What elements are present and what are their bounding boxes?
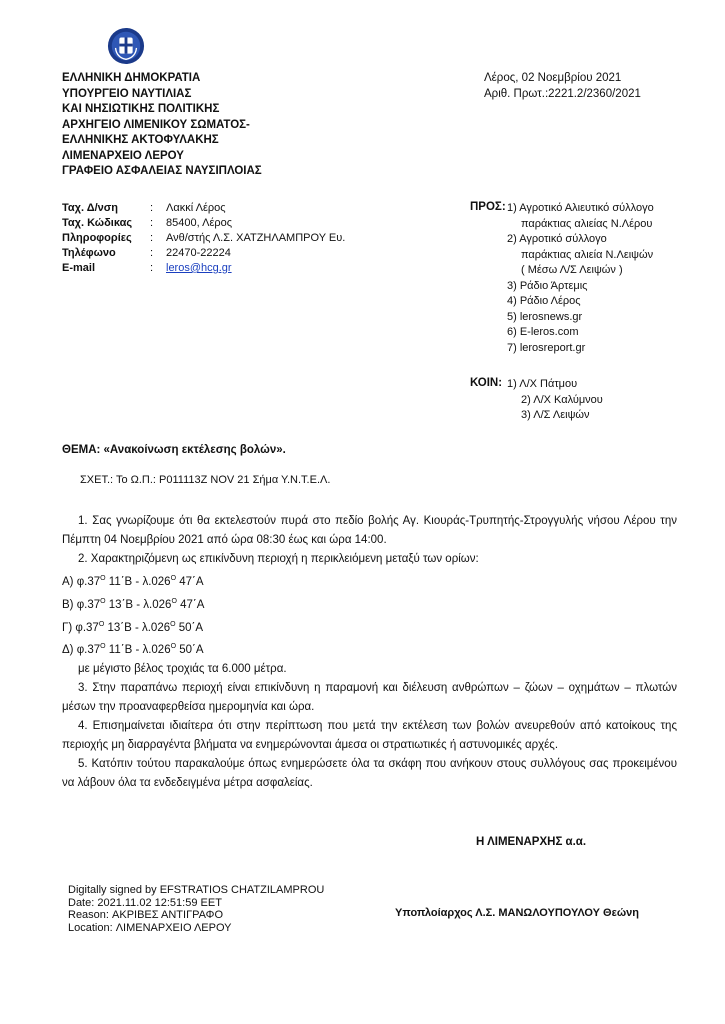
recipient-line: 3) Ράδιο Άρτεμις — [507, 279, 588, 292]
recipient-line: παράκτιας αλιεία Ν.Λειψών — [521, 248, 654, 261]
contact-row: Πληροφορίες : Ανθ/στής Λ.Σ. ΧΑΤΖΗΛΑΜΠΡΟΥ Ευ. — [62, 232, 346, 244]
digital-signature-line: Date: 2021.11.02 12:51:59 EET — [68, 896, 222, 909]
contact-row: E-mail : leros@hcg.gr — [62, 262, 232, 274]
contact-row: Ταχ. Δ/νση : Λακκί Λέρος — [62, 202, 226, 214]
header-line: ΓΡΑΦΕΙΟ ΑΣΦΑΛΕΙΑΣ ΝΑΥΣΙΠΛΟΙΑΣ — [62, 165, 262, 177]
recipients-cc-label: ΚΟΙΝ: — [470, 377, 503, 389]
recipients-to-label: ΠΡΟΣ: — [470, 201, 506, 213]
coat-of-arms-emblem — [107, 27, 145, 65]
contact-label: Ταχ. Κώδικας — [62, 217, 133, 229]
recipient-line: παράκτιας αλιείας Ν.Λέρου — [521, 217, 653, 230]
header-line: ΚΑΙ ΝΗΣΙΩΤΙΚΗΣ ΠΟΛΙΤΙΚΗΣ — [62, 103, 220, 115]
digital-signature-block — [68, 884, 324, 934]
contact-value: 22470-22224 — [166, 247, 231, 259]
recipient-line: 4) Ράδιο Λέρος — [507, 295, 581, 307]
document-body — [62, 512, 677, 793]
coordinate-line: Γ) $\varphi.37^O$ $13΄B - \lambda.026^O$ 50΄Α — [62, 620, 204, 634]
recipient-line: ( Μέσω Λ/Σ Λειψών ) — [521, 264, 623, 276]
cc-line: 2) Λ/Χ Καλύμνου — [521, 393, 603, 406]
header-line: ΑΡΧΗΓΕΙΟ ΛΙΜΕΝΙΚΟΥ ΣΩΜΑΤΟΣ- — [62, 118, 250, 131]
paragraph-4: 4. Επισημαίνεται ιδιαίτερα ότι στην περίπτωση που μετά την εκτέλεση των βολών ανευρεθούν από κατοίκους της περιοχής μη διαρραγέντα βλήματα να ενημερώνονται άμεσα οι στρατιωτικές ή αστυνομικές αρχές. — [62, 720, 677, 752]
recipient-line: 7) lerosreport.gr — [507, 341, 586, 354]
header-line: ΕΛΛΗΝΙΚΗΣ ΑΚΤΟΦΥΛΑΚΗΣ — [62, 134, 219, 146]
paragraph-1: 1. Σας γνωρίζουμε ότι θα εκτελεστούν πυρά στο πεδίο βολής Αγ. Κιουράς-Τρυπητής-Στρογγυλής νήσου Λέρου την Πέμπτη 04 Νοεμβρίου 2021 από ώρα 08:30 έως και ώρα 14:00. — [62, 515, 677, 546]
signer-name: Υποπλοίαρχος Λ.Σ. ΜΑΝΩΛΟΥΠΟΥΛΟΥ Θεώνη — [395, 907, 639, 919]
date-protocol-block — [484, 71, 641, 102]
contact-value: Ανθ/στής Λ.Σ. ΧΑΤΖΗΛΑΜΠΡΟΥ Ευ. — [166, 232, 346, 244]
subject-line: ΘΕΜΑ: «Ανακοίνωση εκτέλεσης βολών». — [62, 444, 286, 456]
digital-signature-line: Digitally signed by EFSTRATIOS CHATZILAMPROU — [68, 884, 325, 896]
recipients-cc-list — [507, 377, 603, 424]
contact-row: Ταχ. Κώδικας : 85400, Λέρος — [62, 217, 233, 229]
cc-line: 1) Λ/Χ Πάτμου — [507, 378, 578, 390]
header-line: ΥΠΟΥΡΓΕΙΟ ΝΑΥΤΙΛΙΑΣ — [62, 87, 192, 100]
issuing-authority-header — [62, 71, 262, 180]
contact-row: Τηλέφωνο : 22470-22224 — [62, 247, 231, 259]
coordinate-line: Α) $\varphi.37^O$ $11΄B - \lambda.026^O$ 47΄Α — [62, 575, 204, 588]
recipients-to-list — [507, 201, 654, 356]
signer-title: Η ΛΙΜΕΝΑΡΧΗΣ α.α. — [476, 836, 587, 848]
document-date: Λέρος, 02 Νοεμβρίου 2021 — [484, 72, 622, 84]
contact-label: E-mail — [62, 262, 96, 274]
recipient-line: 5) lerosnews.gr — [507, 310, 583, 323]
cc-line: 3) Λ/Σ Λειψών — [521, 409, 590, 421]
coordinate-line: Δ) $\varphi.37^O$ $11΄B - \lambda.026^O$ 50΄Α — [62, 643, 204, 657]
paragraph-5: 5. Κατόπιν τούτου παρακαλούμε όπως ενημερώσετε όλα τα σκάφη που ανήκουν στους συλλόγους σας προκειμένου να λάβουν όλα τα ενδεδειγμένα μέτρα ασφαλείας. — [62, 758, 677, 790]
recipient-line: 2) Αγροτικό σύλλογο — [507, 233, 607, 245]
digital-signature-line: Location: ΛΙΜΕΝΑΡΧΕΙΟ ΛΕΡΟΥ — [68, 921, 232, 934]
paragraph-2: 2. Χαρακτηριζόμενη ως επικίνδυνη περιοχή η περικλειόμενη μεταξύ των ορίων: — [78, 553, 479, 565]
recipient-line: 6) E-leros.com — [507, 326, 579, 338]
reference-line: ΣΧΕΤ.: Το Ω.Π.: Ρ011113Ζ NOV 21 Σήμα Υ.Ν.Τ.Ε.Λ. — [80, 474, 331, 486]
coordinate-line: Β) $\varphi.37^O$ $13΄B - \lambda.026^O$ 47΄Α — [62, 597, 205, 611]
recipient-line: 1) Αγροτικό Αλιευτικό σύλλογο — [507, 202, 654, 214]
header-line: ΕΛΛΗΝΙΚΗ ΔΗΜΟΚΡΑΤΙΑ — [62, 72, 201, 84]
contact-label: Πληροφορίες — [62, 232, 132, 244]
contact-value: 85400, Λέρος — [166, 217, 233, 229]
contact-label: Τηλέφωνο — [62, 247, 116, 259]
email-link[interactable]: leros@hcg.gr — [166, 262, 232, 274]
header-line: ΛΙΜΕΝΑΡΧΕΙΟ ΛΕΡΟΥ — [62, 149, 184, 162]
paragraph-3: 3. Στην παραπάνω περιοχή είναι επικίνδυνη η παραμονή και διέλευση ανθρώπων – ζώων – οχημάτων – πλωτών μέσων την προαναφερθείσα ημερομηνία και ώρα. — [62, 682, 677, 714]
range-line: με μέγιστο βέλος τροχιάς τα 6.000 μέτρα. — [78, 663, 287, 676]
digital-signature-line: Reason: ΑΚΡΙΒΕΣ ΑΝΤΙΓΡΑΦΟ — [68, 909, 224, 921]
protocol-number: Αριθ. Πρωτ.:2221.2/2360/2021 — [484, 87, 641, 100]
contact-details — [62, 201, 345, 276]
contact-label: Ταχ. Δ/νση — [62, 202, 119, 214]
contact-value: Λακκί Λέρος — [166, 202, 226, 214]
